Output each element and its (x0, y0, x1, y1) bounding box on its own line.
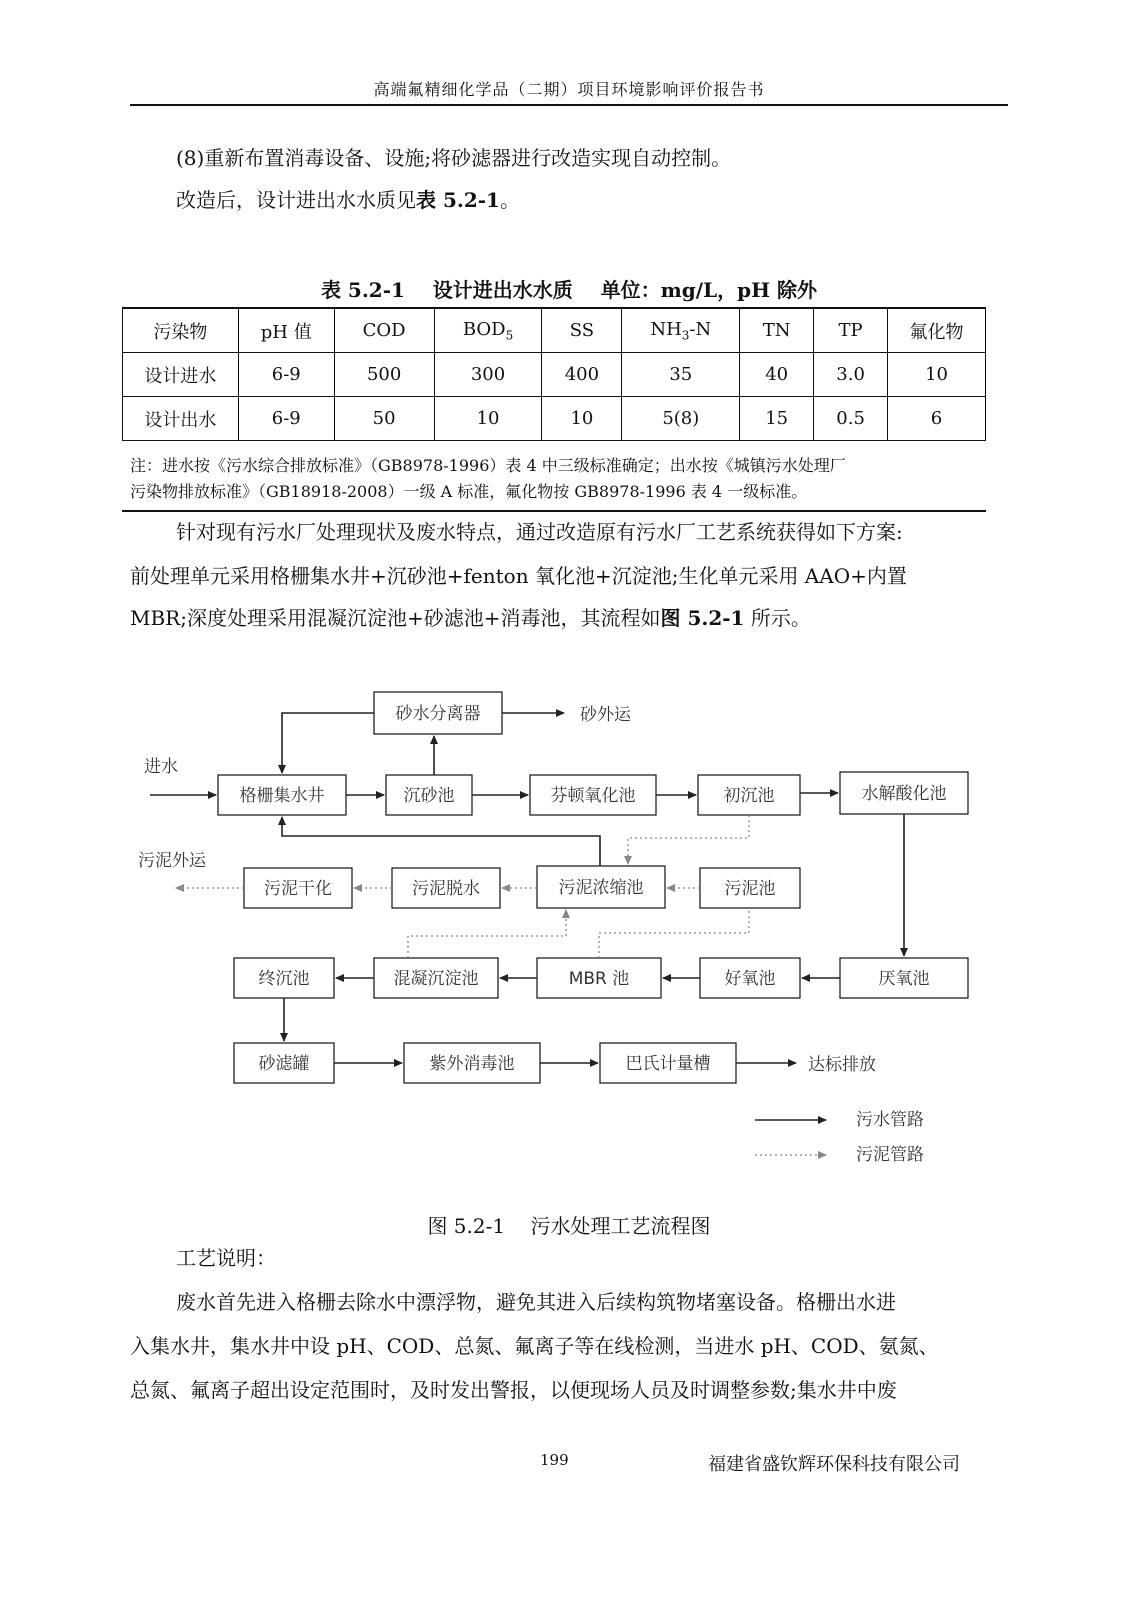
text: MBR;深度处理采用混凝沉淀池+砂滤池+消毒池，其流程如 (130, 606, 661, 630)
discharge-label: 达标排放 (808, 1055, 876, 1075)
node-label: 砂水分离器 (395, 704, 481, 724)
node-label: 污泥干化 (264, 879, 332, 899)
section-heading: 工艺说明： (176, 1246, 276, 1270)
table-cell: 6 (888, 397, 986, 441)
text: 所示。 (744, 606, 811, 630)
flow-arrow (282, 713, 374, 773)
node-label: 巴氏计量槽 (625, 1054, 711, 1074)
table-header-cell: SS (542, 308, 622, 353)
table-cell: 15 (740, 397, 814, 441)
node-label: 紫外消毒池 (429, 1054, 515, 1074)
table-cell: 300 (434, 353, 542, 397)
nh-label: NH (650, 318, 682, 340)
table-cell: 10 (888, 353, 986, 397)
node-label: 厌氧池 (878, 969, 930, 989)
table-ref[interactable]: 表 5.2-1 (416, 188, 500, 212)
sludge-arrow (408, 910, 566, 958)
paragraph-item-8: (8)重新布置消毒设备、设施;将砂滤器进行改造实现自动控制。 (176, 146, 732, 170)
table-cell: 40 (740, 353, 814, 397)
nh-suffix: -N (689, 318, 712, 340)
company-name: 福建省盛钦辉环保科技有限公司 (708, 1454, 960, 1475)
paragraph-line: 废水首先进入格栅去除水中漂浮物，避免其进入后续构筑物堵塞设备。格栅出水进 (176, 1290, 896, 1314)
figure-caption: 图 5.2-1 污水处理工艺流程图 (427, 1214, 711, 1238)
sludge-arrow (628, 815, 749, 864)
table-header-cell: COD (334, 308, 434, 353)
figure-ref[interactable]: 图 5.2-1 (660, 606, 745, 630)
page-number: 199 (540, 1451, 569, 1469)
table-header-cell: pH 值 (238, 308, 334, 353)
table-cell: 设计进水 (123, 353, 239, 397)
paragraph-line: 总氮、氟离子超出设定范围时，及时发出警报，以便现场人员及时调整参数;集水井中废 (130, 1378, 897, 1402)
node-label: 污泥浓缩池 (558, 878, 644, 898)
table-cell: 10 (542, 397, 622, 441)
node-label: 水解酸化池 (861, 784, 947, 804)
paragraph-line: 针对现有污水厂处理现状及废水特点，通过改造原有污水厂工艺系统获得如下方案: (176, 520, 903, 544)
sludge-out-label: 污泥外运 (138, 851, 206, 871)
running-header: 高端氟精细化学品（二期）项目环境影响评价报告书 (130, 76, 1008, 106)
node-label: 混凝沉淀池 (393, 969, 479, 989)
table-header-cell: 污染物 (123, 308, 239, 353)
table-cell: 50 (334, 397, 434, 441)
paragraph-line: 入集水井，集水井中设 pH、COD、总氮、氟离子等在线检测，当进水 pH、COD、氨氮、 (130, 1334, 939, 1358)
table-cell: 3.0 (814, 353, 888, 397)
table-cell: 10 (434, 397, 542, 441)
sand-out-label: 砂外运 (580, 705, 631, 725)
table-header-cell: TN (740, 308, 814, 353)
node-label: 砂滤罐 (258, 1054, 310, 1074)
bod-subscript: 5 (505, 328, 514, 343)
bod-label: BOD (462, 318, 506, 340)
node-label: 污泥脱水 (412, 879, 480, 899)
table-caption: 表 5.2-1 设计进出水水质 单位：mg/L，pH 除外 (320, 278, 818, 302)
table-cell: 500 (334, 353, 434, 397)
table-cell: 0.5 (814, 397, 888, 441)
table-cell: 6-9 (238, 353, 334, 397)
sludge-line (599, 908, 749, 958)
legend-sludge-label: 污泥管路 (856, 1145, 924, 1165)
node-label: 污泥池 (724, 879, 776, 899)
node-label: 格栅集水井 (239, 786, 325, 806)
table-cell: 35 (622, 353, 740, 397)
paragraph-line: 前处理单元采用格栅集水井+沉砂池+fenton 氧化池+沉淀池;生化单元采用 AAO+内置 (130, 564, 907, 588)
table-note-line: 注：进水按《污水综合排放标准》（GB8978-1996）表 4 中三级标准确定；出水按《城镇污水处理厂 (130, 456, 846, 475)
node-label: 终沉池 (258, 969, 310, 989)
table-cell: 设计出水 (123, 397, 239, 441)
text: 。 (499, 188, 520, 212)
node-label: 好氧池 (724, 969, 776, 989)
table-cell: 6-9 (238, 397, 334, 441)
node-label: 芬顿氧化池 (550, 786, 636, 806)
node-label: MBR 池 (568, 969, 630, 989)
table-cell: 5(8) (622, 397, 740, 441)
node-label: 沉砂池 (403, 786, 455, 806)
inflow-label: 进水 (144, 757, 178, 777)
table-note-line: 污染物排放标准》（GB18918-2008）一级 A 标准，氟化物按 GB8978-1996 表 4 一级标准。 (130, 482, 808, 501)
text: 改造后，设计进出水水质见 (176, 188, 416, 212)
flow-arrow (282, 817, 600, 866)
table-header-cell: TP (814, 308, 888, 353)
nh-subscript: 3 (681, 328, 690, 343)
table-header-cell: 氟化物 (888, 308, 986, 353)
table-cell: 400 (542, 353, 622, 397)
legend-sewage-label: 污水管路 (856, 1110, 924, 1130)
node-label: 初沉池 (723, 786, 775, 806)
